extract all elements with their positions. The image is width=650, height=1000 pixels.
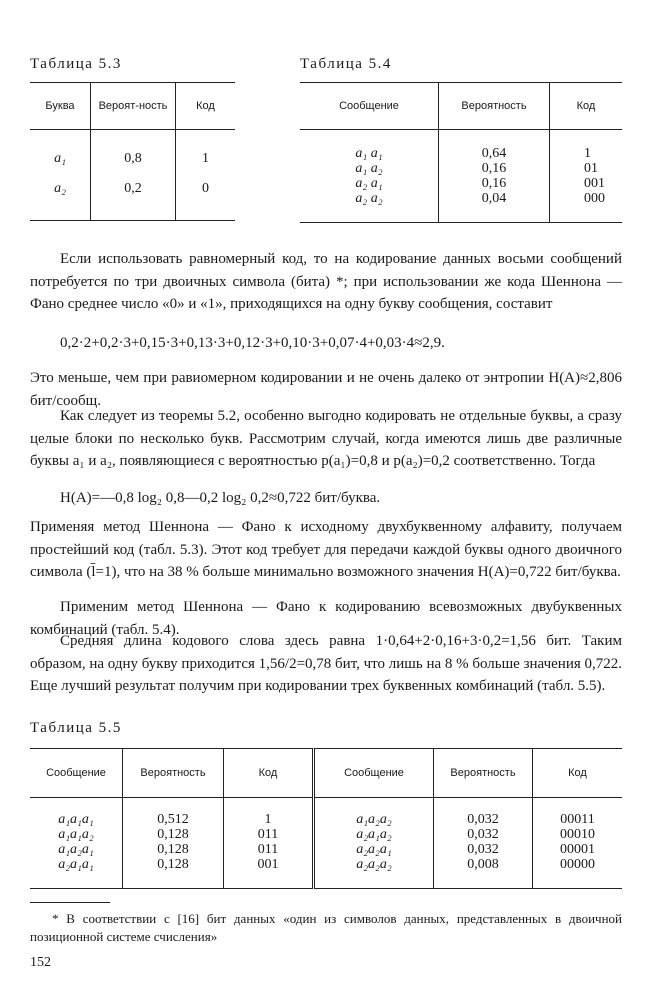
table-5-4-message: a₁ a₂ <box>355 161 383 176</box>
table-5-5-message: a₁a₂a₁ <box>58 842 94 857</box>
table-5-5-probability: 0,128 <box>157 842 189 857</box>
table-5-4-caption: Таблица 5.4 <box>300 56 392 72</box>
table-5-5-header-code: Код <box>224 749 314 798</box>
table-5-5-probability: 0,032 <box>467 842 499 857</box>
table-5-5-caption: Таблица 5.5 <box>30 720 122 736</box>
table-5-5-message: a₂a₁a₁ <box>58 857 94 872</box>
paragraph-uniform-code: Если использовать равномерный код, то на кодирование данных восьми сообщений потребуется по три двоичных символа (бита) *; при использовании же кода Шеннона — Фано среднее число «0» и «1», приходящихся на одну букву сообщения, составит <box>30 251 622 312</box>
footnote: * В соответствии с [16] бит данных «один из символов данных, представленных в двоичной позиционной системе счисления» <box>30 911 622 944</box>
table-5-3-header-letter: Буква <box>30 83 91 130</box>
table-5-5-code: 011 <box>257 827 279 842</box>
table-5-4-probability: 0,16 <box>481 176 507 191</box>
table-5-3-code: 0 <box>176 174 236 221</box>
paragraph-two-letter: Применим метод Шеннона — Фано к кодированию всевозможных двубуквенных комбинаций (табл. 5.4). <box>30 599 622 638</box>
table-5-3-code: 1 <box>176 130 236 175</box>
table-5-4-code: 01 <box>584 161 598 176</box>
table-5-4-header-code: Код <box>550 83 623 130</box>
table-row <box>30 174 235 221</box>
table-5-4-probability: 0,16 <box>481 161 507 176</box>
table-5-5-code: 001 <box>257 857 279 872</box>
table-5-5-message: a₂a₁a₂ <box>356 827 392 842</box>
table-5-5-probability: 0,512 <box>157 812 189 827</box>
paragraph-block-coding: Как следует из теоремы 5.2, особенно выгодно кодировать не отдельные буквы, а сразу целые блоки по несколько букв. Рассмотрим случай, когда имеются лишь две различные буквы a₁ и a₂, появляющиеся с вероятностью p(a₁)=0,8 и p(a₂)=0,2 соответственно. Тогда <box>30 408 622 469</box>
table-5-5-probability: 0,032 <box>467 812 499 827</box>
table-5-4-message: a₁ a₁ <box>355 146 383 161</box>
table-5-4-header-probability: Вероятность <box>439 83 550 130</box>
table-5-4-header-message: Сообщение <box>300 83 439 130</box>
formula-entropy: H(A)=—0,8 log₂ 0,8—0,2 log₂ 0,2≈0,722 бит/буква. <box>60 490 381 506</box>
table-5-3-symbol: a₂ <box>54 181 66 196</box>
formula-average-length: 0,2·2+0,2·3+0,15·3+0,13·3+0,12·3+0,10·3+0,07·4+0,03·4≈2,9. <box>60 335 445 351</box>
table-5-4-code: 1 <box>584 146 591 161</box>
table-5-4-probability: 0,04 <box>481 191 507 206</box>
table-5-3-caption: Таблица 5.3 <box>30 56 122 72</box>
table-row <box>30 798 622 889</box>
table-5-3 <box>30 82 235 221</box>
table-5-5-header-code: Код <box>533 749 623 798</box>
table-5-5-message: a₁a₁a₁ <box>58 812 94 827</box>
page-number: 152 <box>30 955 51 970</box>
table-5-5-probability: 0,008 <box>467 857 499 872</box>
table-5-5-code: 00000 <box>560 857 595 872</box>
footnote-separator <box>30 902 110 903</box>
table-5-4 <box>300 82 622 223</box>
table-row <box>30 130 235 175</box>
table-5-5-message: a₂a₂a₂ <box>356 857 392 872</box>
table-5-5-code: 00001 <box>560 842 595 857</box>
table-5-4-code: 000 <box>584 191 605 206</box>
table-5-5-header-probability: Вероятность <box>434 749 533 798</box>
table-5-5-probability: 0,128 <box>157 857 189 872</box>
table-5-5-header-probability: Вероятность <box>123 749 224 798</box>
table-5-5-code: 00011 <box>560 812 595 827</box>
table-5-5-message: a₁a₂a₂ <box>356 812 392 827</box>
table-5-3-header-probability: Вероят-ность <box>91 83 176 130</box>
paragraph-average-codeword: Средняя длина кодового слова здесь равна 1·0,64+2·0,16+3·0,2=1,56 бит. Таким образом, на одну букву приходится 1,56/2=0,78 бит, что лишь на 8 % больше значения 0,722. Еще лучший результат получим при кодировании трех буквенных комбинаций (табл. 5.5). <box>30 633 623 694</box>
table-5-4-message: a₂ a₁ <box>355 176 383 191</box>
table-5-4-probability: 0,64 <box>481 146 507 161</box>
table-5-3-probability: 0,2 <box>91 174 176 221</box>
table-5-5-code: 011 <box>257 842 279 857</box>
table-5-5-probability: 0,032 <box>467 827 499 842</box>
table-5-5-message: a₁a₁a₂ <box>58 827 94 842</box>
paragraph-entropy-comparison: Это меньше, чем при равиомерном кодировании и не очень далеко от энтропии H(A)≈2,806 бит/сообщ. <box>30 370 622 409</box>
table-row <box>300 130 622 223</box>
table-5-3-symbol: a₁ <box>54 151 66 166</box>
paragraph-shannon-fano-simple: Применяя метод Шеннона — Фано к исходному двухбуквенному алфавиту, получаем простейший код (табл. 5.3). Этот код требует для передачи каждой буквы одного двоичного символа (l̄=1), что на 38 % больше минимально возможного значения H(A)=0,722 бит/буква. <box>30 519 622 580</box>
table-5-5-message: a₂a₂a₁ <box>356 842 392 857</box>
table-5-5-header-message: Сообщение <box>30 749 123 798</box>
table-5-5 <box>30 748 622 889</box>
table-5-3-probability: 0,8 <box>91 130 176 175</box>
table-5-5-code: 00010 <box>560 827 595 842</box>
table-5-5-code: 1 <box>264 812 272 827</box>
table-5-5-header-message: Сообщение <box>314 749 434 798</box>
table-5-3-header-code: Код <box>176 83 236 130</box>
table-5-5-probability: 0,128 <box>157 827 189 842</box>
table-5-4-message: a₂ a₂ <box>355 191 383 206</box>
table-5-4-code: 001 <box>584 176 605 191</box>
